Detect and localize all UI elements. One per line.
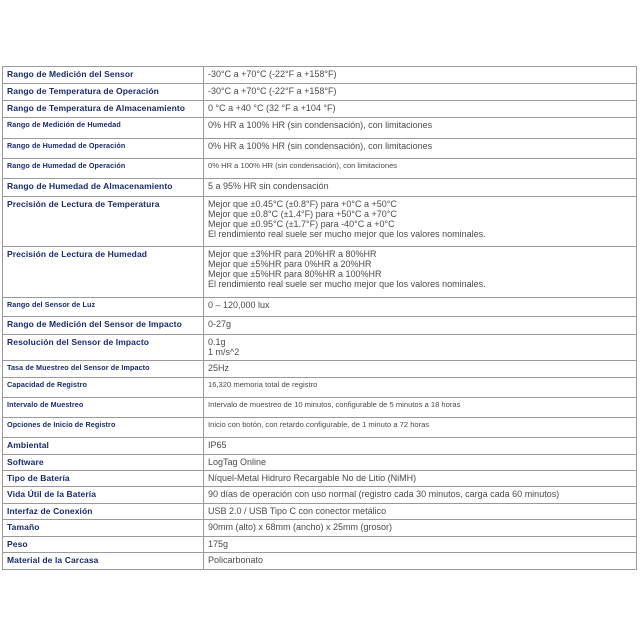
spec-value-line: Níquel-Metal Hidruro Recargable No de Litio (NiMH)	[208, 473, 417, 483]
spec-label: Rango de Humedad de Almacenamiento	[3, 179, 204, 197]
spec-value-line: Mejor que ±0.8°C (±1.4°F) para +50°C a +70°C	[208, 209, 397, 219]
spec-value	[204, 67, 637, 84]
spec-value-line: 0-27g	[208, 319, 232, 329]
spec-value-line: El rendimiento real suele ser mucho mejor que los valores nominales.	[208, 229, 486, 239]
spec-value-line: 0% HR a 100% HR (sin condensación), con limitaciones	[208, 120, 433, 130]
spec-value	[204, 398, 637, 418]
spec-label: Rango de Temperatura de Almacenamiento	[3, 101, 204, 118]
spec-value	[204, 84, 637, 101]
spec-value-line: LogTag Online	[208, 457, 267, 467]
spec-value-line: 0 °C a +40 °C (32 °F a +104 °F)	[208, 103, 336, 113]
spec-row	[3, 378, 637, 398]
spec-row	[3, 438, 637, 455]
spec-row	[3, 335, 637, 361]
spec-label: Rango de Medición del Sensor de Impacto	[3, 317, 204, 335]
spec-row	[3, 298, 637, 317]
spec-row	[3, 84, 637, 101]
spec-row	[3, 101, 637, 118]
spec-value	[204, 438, 637, 455]
spec-label: Opciones de Inicio de Registro	[3, 418, 204, 438]
spec-value	[204, 247, 637, 298]
spec-row	[3, 159, 637, 179]
spec-row	[3, 520, 637, 537]
spec-value-line: 5 a 95% HR sin condensación	[208, 181, 329, 191]
spec-row	[3, 179, 637, 197]
spec-label: Vida Útil de la Batería	[3, 487, 204, 504]
spec-value	[204, 317, 637, 335]
spec-row	[3, 487, 637, 504]
spec-row	[3, 418, 637, 438]
spec-value-line: 175g	[208, 539, 229, 549]
spec-value	[204, 520, 637, 537]
spec-value	[204, 139, 637, 159]
spec-value-line: USB 2.0 / USB Tipo C con conector metálico	[208, 506, 387, 516]
spec-value-line: Mejor que ±5%HR para 80%HR a 100%HR	[208, 269, 382, 279]
spec-value	[204, 298, 637, 317]
spec-value	[204, 179, 637, 197]
spec-value-line: Inicio con botón, con retardo configurable, de 1 minuto a 72 horas	[208, 420, 430, 429]
spec-label: Ambiental	[3, 438, 204, 455]
spec-row	[3, 139, 637, 159]
spec-label: Rango de Medición del Sensor	[3, 67, 204, 84]
spec-row	[3, 361, 637, 378]
spec-label: Rango de Humedad de Operación	[3, 139, 204, 159]
spec-value-line: 0% HR a 100% HR (sin condensación), con limitaciones	[208, 141, 433, 151]
spec-label: Rango de Humedad de Operación	[3, 159, 204, 179]
spec-value-line: 16,320 memoria total de registro	[208, 380, 318, 389]
spec-label: Tamaño	[3, 520, 204, 537]
spec-value	[204, 504, 637, 520]
spec-row	[3, 553, 637, 570]
spec-value	[204, 335, 637, 361]
specifications-table-body	[3, 67, 637, 570]
spec-value-line: -30°C a +70°C (-22°F a +158°F)	[208, 69, 337, 79]
spec-label: Rango de Temperatura de Operación	[3, 84, 204, 101]
spec-value	[204, 197, 637, 247]
spec-label: Tipo de Batería	[3, 471, 204, 487]
spec-value	[204, 471, 637, 487]
spec-row	[3, 247, 637, 298]
spec-value	[204, 487, 637, 504]
spec-label: Precisión de Lectura de Humedad	[3, 247, 204, 298]
spec-row	[3, 67, 637, 84]
spec-label: Resolución del Sensor de Impacto	[3, 335, 204, 361]
spec-label: Peso	[3, 537, 204, 553]
spec-value-line: Policarbonato	[208, 555, 264, 565]
spec-row	[3, 197, 637, 247]
spec-value-line: Mejor que ±0.45°C (±0.8°F) para +0°C a +50°C	[208, 199, 397, 209]
spec-row	[3, 455, 637, 471]
spec-value	[204, 361, 637, 378]
spec-row	[3, 398, 637, 418]
spec-label: Precisión de Lectura de Temperatura	[3, 197, 204, 247]
spec-value-line: Mejor que ±3%HR para 20%HR a 80%HR	[208, 249, 377, 259]
spec-label: Material de la Carcasa	[3, 553, 204, 570]
spec-value	[204, 418, 637, 438]
spec-value	[204, 455, 637, 471]
spec-row	[3, 317, 637, 335]
spec-value-line: Mejor que ±5%HR para 0%HR a 20%HR	[208, 259, 372, 269]
spec-label: Intervalo de Muestreo	[3, 398, 204, 418]
spec-value	[204, 118, 637, 139]
spec-value-line: -30°C a +70°C (-22°F a +158°F)	[208, 86, 337, 96]
spec-row	[3, 537, 637, 553]
spec-value-line: 90 días de operación con uso normal (registro cada 30 minutos, carga cada 60 minutos)	[208, 489, 560, 499]
spec-value	[204, 378, 637, 398]
spec-value-line: 1 m/s^2	[208, 347, 240, 357]
spec-label: Software	[3, 455, 204, 471]
spec-value-line: Mejor que ±0.95°C (±1.7°F) para -40°C a +0°C	[208, 219, 395, 229]
spec-label: Tasa de Muestreo del Sensor de Impacto	[3, 361, 204, 378]
spec-value-line: Intervalo de muestreo de 10 minutos, configurable de 5 minutos a 18 horas	[208, 400, 461, 409]
spec-value-line: 0% HR a 100% HR (sin condensación), con limitaciones	[208, 161, 398, 170]
spec-label: Interfaz de Conexión	[3, 504, 204, 520]
spec-value-line: IP65	[208, 440, 227, 450]
spec-value-line: 0 – 120,000 lux	[208, 300, 270, 310]
spec-value-line: 0.1g	[208, 337, 226, 347]
spec-label: Capacidad de Registro	[3, 378, 204, 398]
spec-value-line: 25Hz	[208, 363, 230, 373]
spec-label: Rango del Sensor de Luz	[3, 298, 204, 317]
spec-label: Rango de Medición de Humedad	[3, 118, 204, 139]
spec-row	[3, 471, 637, 487]
spec-row	[3, 118, 637, 139]
spec-value	[204, 101, 637, 118]
specifications-table	[2, 66, 637, 570]
spec-value	[204, 537, 637, 553]
spec-value	[204, 159, 637, 179]
spec-value-line: El rendimiento real suele ser mucho mejor que los valores nominales.	[208, 279, 486, 289]
spec-value	[204, 553, 637, 570]
spec-row	[3, 504, 637, 520]
spec-value-line: 90mm (alto) x 68mm (ancho) x 25mm (grosor)	[208, 522, 393, 532]
